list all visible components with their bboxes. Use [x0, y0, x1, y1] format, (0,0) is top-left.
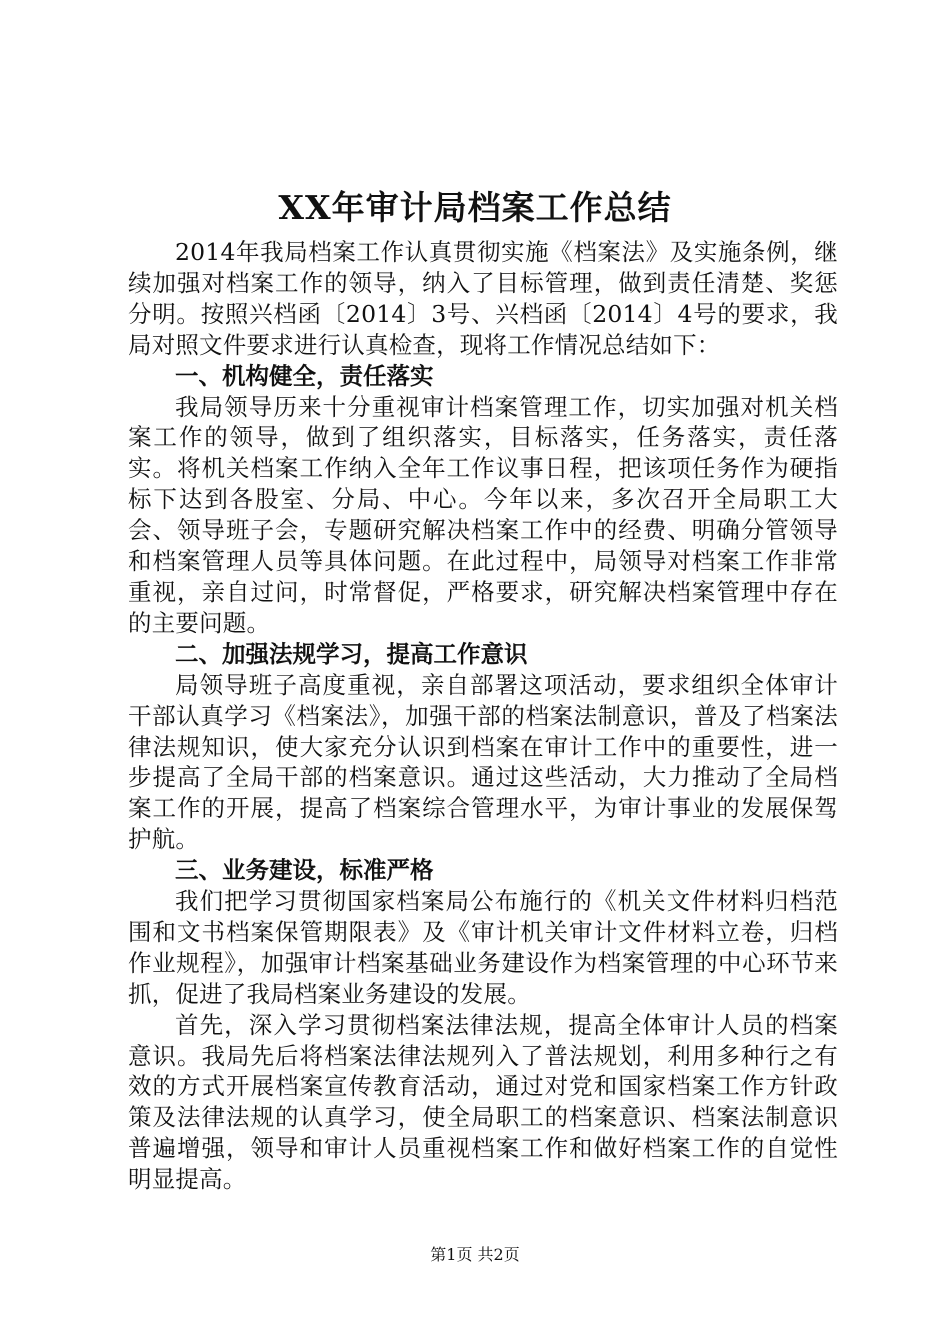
document-title: XX年审计局档案工作总结 [278, 188, 672, 227]
section-3-paragraph-1: 我们把学习贯彻国家档案局公布施行的《机关文件材料归档范围和文书档案保管期限表》及《审计机关审计文件材料立卷，归档作业规程》，加强审计档案基础业务建设作为档案管理的中心环节来抓，促进了我局档案业务建设的发展。 [128, 887, 838, 1008]
section-1-paragraph: 我局领导历来十分重视审计档案管理工作，切实加强对机关档案工作的领导，做到了组织落实，目标落实，任务落实，责任落实。将机关档案工作纳入全年工作议事日程，把该项任务作为硬指标下达到各股室、分局、中心。今年以来，多次召开全局职工大会、领导班子会，专题研究解决档案工作中的经费、明确分管领导和档案管理人员等具体问题。在此过程中，局领导对档案工作非常重视，亲自过问，时常督促，严格要求，研究解决档案管理中存在的主要问题。 [128, 392, 838, 637]
section-heading-3: 三、业务建设，标准严格 [175, 856, 434, 885]
intro-paragraph: 2014年我局档案工作认真贯彻实施《档案法》及实施条例，继续加强对档案工作的领导，纳入了目标管理，做到责任清楚、奖惩分明。按照兴档函〔2014〕3号、兴档函〔2014〕4号的要求，我局对照文件要求进行认真检查，现将工作情况总结如下： [128, 238, 838, 359]
section-3-paragraph-2: 首先，深入学习贯彻档案法律法规，提高全体审计人员的档案意识。我局先后将档案法律法规列入了普法规划，利用多种行之有效的方式开展档案宣传教育活动，通过对党和国家档案工作方针政策及法律法规的认真学习，使全局职工的档案意识、档案法制意识普遍增强，领导和审计人员重视档案工作和做好档案工作的自觉性明显提高。 [128, 1010, 838, 1194]
document-body [128, 237, 838, 1195]
page-number-footer: 第1页 共2页 [430, 1245, 520, 1264]
section-2-paragraph: 局领导班子高度重视，亲自部署这项活动，要求组织全体审计干部认真学习《档案法》，加强干部的档案法制意识，普及了档案法律法规知识，使大家充分认识到档案在审计工作中的重要性，进一步提高了全局干部的档案意识。通过这些活动，大力推动了全局档案工作的开展，提高了档案综合管理水平，为审计事业的发展保驾护航。 [128, 670, 838, 854]
section-heading-1: 一、机构健全，责任落实 [175, 361, 434, 390]
section-heading-2: 二、加强法规学习，提高工作意识 [175, 639, 528, 668]
